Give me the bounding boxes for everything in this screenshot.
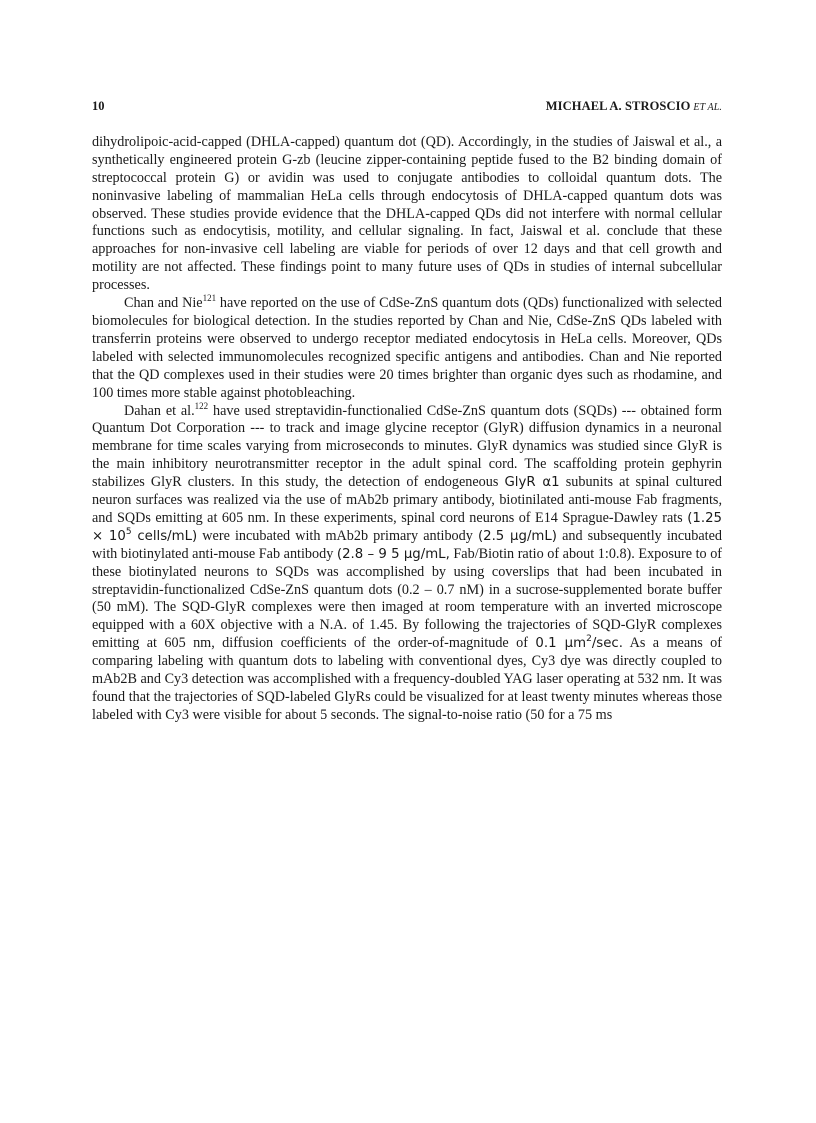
dahan-lead: Dahan et al.: [124, 402, 195, 419]
running-head-etal: ET AL.: [693, 102, 722, 113]
running-head: [546, 98, 722, 117]
cell-concentration-base: (1.25 × 10: [92, 510, 722, 544]
glyr-alpha1: GlyR α1: [504, 475, 560, 491]
paragraph-dahan: [92, 400, 723, 725]
document-page: [92, 98, 722, 725]
diffusion-coefficient: [535, 636, 623, 651]
paragraph-chan-nie: [92, 295, 722, 402]
paragraph-continued: dihydrolipoic-acid-capped (DHLA-capped) quantum dot (QD). Accordingly, in the studies of Jaiswal et al., a synthetically engineered protein G-zb (leucine zipper-containing peptide fused to the B2 binding domain of streptococcal protein G) or avidin was used to conjugate antibodies to colloidal quantum dots. The noninvasive labeling of mammalian HeLa cells through endocytosis of DHLA-capped quantum dots was observed. These studies provide evidence that the DHLA-capped QDs did not interfere with normal cellular functions such as endocytisis, motility, and cellular signaling. In fact, Jaiswal et al. conclude that these approaches for non-invasive cell labeling are viable for periods of over 12 days and that cell growth and motility are not affected. These findings point to many future uses of QDs in studies of internal subcellular processes.: [92, 133, 722, 294]
page-number: 10: [92, 99, 105, 113]
dahan-text-c: were incubated with mAb2b primary antibody: [197, 527, 478, 544]
dahan-text-b: subunits at spinal cultured neuron surfaces was realized via the use of mAb2b primary antibody, biotinilated anti-mouse Fab fragments, and SQDs emitting at 605 nm. In these experiments, spinal cord neurons of E14 Sprague-Dawley rats: [92, 474, 723, 526]
cell-concentration-exponent: 5: [125, 526, 132, 537]
running-head-author: MICHAEL A. STROSCIO: [545, 99, 691, 113]
chan-nie-lead: Chan and Nie: [124, 295, 203, 312]
diffusion-coefficient-base: 0.1 μm: [535, 636, 587, 652]
dahan-text-f: As a means of comparing labeling with quantum dots to labeling with conventional dyes, Cy3 dye was directly coupled to mAb2B and Cy3 detection was accomplished with a frequency-doubled YAG laser operating at 532 nm. It was found that the trajectories of SQD-labeled GlyRs could be visualized for at least twenty minutes whereas those labeled with Cy3 were visible for about 5 seconds. The signal-to-noise ratio (50 for a 75 ms: [92, 635, 722, 723]
reference-121: 121: [202, 293, 217, 304]
cell-concentration-unit: cells/mL): [131, 528, 198, 544]
fab-concentration: (2.8 – 9 5 μg/mL,: [336, 546, 450, 562]
antibody-concentration: (2.5 μg/mL): [477, 528, 557, 544]
dahan-text-e: Fab/Biotin ratio of about 1:0.8). Exposure to of these biotinylated neurons to SQDs was accomplished by using coverslips that had been incubated in streptavidin-functionalized CdSe-ZnS quantum dots (0.2 – 0.7 nM) in a sucrose-supplemented borate buffer (50 mM). The SQD-GlyR complexes were then imaged at room temperature with an inverted microscope equipped with a 60X objective with a N.A. of 1.45. By following the trajectories of SQD-GlyR complexes emitting at 605 nm, diffusion coefficients of the order-of-magnitude of: [92, 545, 723, 652]
diffusion-coefficient-exponent: 2: [586, 634, 592, 645]
page-header: [92, 98, 722, 117]
dahan-text-d: and subsequently incubated with biotinylated anti-mouse Fab antibody: [92, 527, 722, 562]
dahan-text-a: have used streptavidin-functionalied CdSe-ZnS quantum dots (SQDs) --- obtained form Quantum Dot Corporation --- to track and image glycine receptor (GlyR) diffusion dynamics in a neuronal membrane for time scales varying from microseconds to minutes. GlyR dynamics was studied since GlyR is the main inhibitory neurotransmitter receptor in the adult spinal cord. The scaffolding protein gephyrin stabilizes GlyR clusters. In this study, the detection of endogeneous: [92, 402, 722, 491]
chan-nie-text: have reported on the use of CdSe-ZnS quantum dots (QDs) functionalized with selected biomolecules for biological detection. In the studies reported by Chan and Nie, CdSe-ZnS QDs labeled with transferrin proteins were observed to undergo receptor mediated endocytosis in HeLa cells. Moreover, QDs labeled with selected immunomolecules recognized specific antigens and antibodies. Chan and Nie reported that the QD complexes used in their studies were 20 times brighter than organic dyes such as rhodamine, and 100 times more stable against photobleaching.: [92, 295, 722, 401]
diffusion-coefficient-unit: /sec.: [591, 636, 623, 652]
reference-122: 122: [194, 400, 209, 411]
